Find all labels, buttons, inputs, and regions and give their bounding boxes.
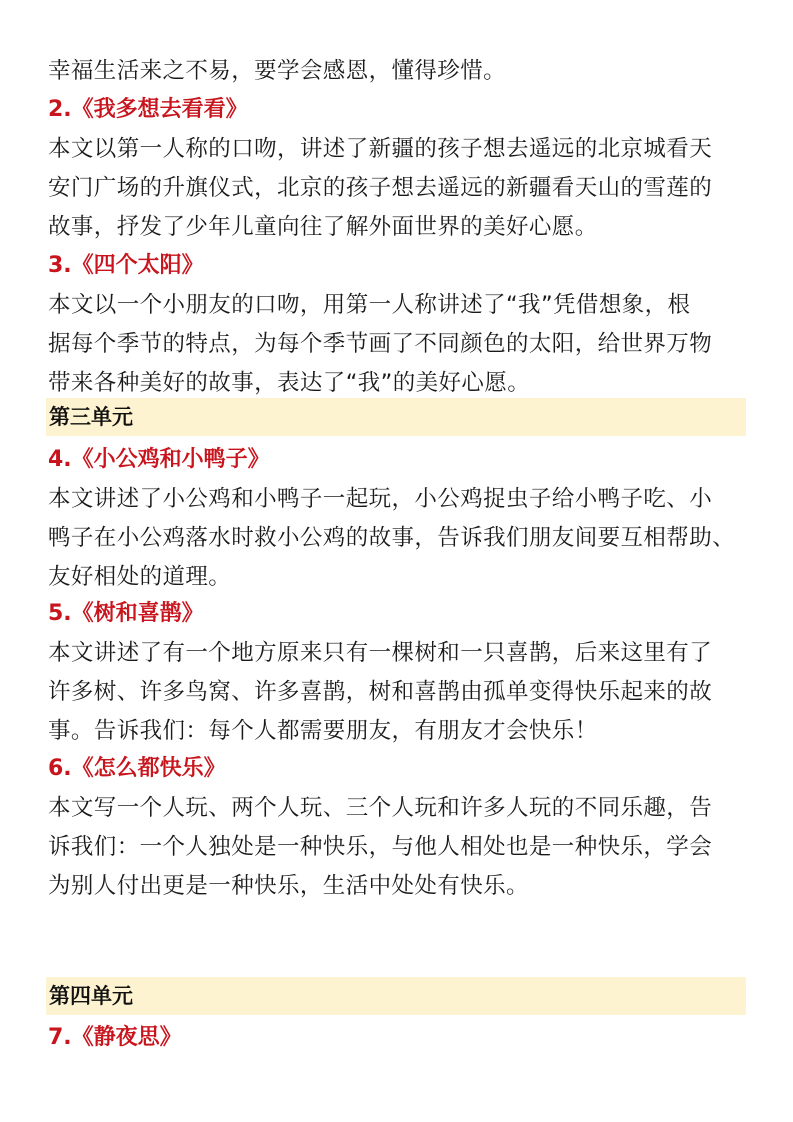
lesson-6-line-3: 为别人付出更是一种快乐，生活中处处有快乐。 bbox=[48, 873, 529, 899]
lesson-3-line-1: 本文以一个小朋友的口吻，用第一人称讲述了“我”凭借想象，根 bbox=[48, 292, 691, 318]
lesson-5-line-1: 本文讲述了有一个地方原来只有一棵树和一只喜鹊，后来这里有了 bbox=[48, 640, 713, 666]
lesson-2-line-1: 本文以第一人称的口吻，讲述了新疆的孩子想去遥远的北京城看天 bbox=[48, 136, 713, 162]
lesson-5-title: 5.《树和喜鹊》 bbox=[48, 601, 204, 626]
intro-line: 幸福生活来之不易，要学会感恩，懂得珍惜。 bbox=[48, 58, 507, 84]
lesson-2-title: 2.《我多想去看看》 bbox=[48, 97, 248, 122]
lesson-3-title: 3.《四个太阳》 bbox=[48, 253, 204, 278]
lesson-4-line-1: 本文讲述了小公鸡和小鸭子一起玩，小公鸡捉虫子给小鸭子吃、小 bbox=[48, 486, 713, 512]
lesson-6-line-1: 本文写一个人玩、两个人玩、三个人玩和许多人玩的不同乐趣，告 bbox=[48, 795, 713, 821]
lesson-6-title: 6.《怎么都快乐》 bbox=[48, 756, 226, 781]
unit-4-heading: 第四单元 bbox=[49, 984, 133, 1008]
lesson-6-line-2: 诉我们：一个人独处是一种快乐，与他人相处也是一种快乐，学会 bbox=[48, 834, 713, 860]
lesson-2-line-2: 安门广场的升旗仪式，北京的孩子想去遥远的新疆看天山的雪莲的 bbox=[48, 175, 713, 201]
lesson-3-line-2: 据每个季节的特点，为每个季节画了不同颜色的太阳，给世界万物 bbox=[48, 331, 713, 357]
lesson-4-line-3: 友好相处的道理。 bbox=[48, 564, 232, 590]
lesson-5-line-3: 事。告诉我们：每个人都需要朋友，有朋友才会快乐！ bbox=[48, 718, 598, 744]
lesson-3-line-3: 带来各种美好的故事，表达了“我”的美好心愿。 bbox=[48, 370, 531, 396]
lesson-4-line-2: 鸭子在小公鸡落水时救小公鸡的故事，告诉我们朋友间要互相帮助、 bbox=[48, 525, 736, 551]
unit-3-heading-band bbox=[46, 398, 746, 436]
lesson-5-line-2: 许多树、许多鸟窝、许多喜鹊，树和喜鹊由孤单变得快乐起来的故 bbox=[48, 679, 713, 705]
lesson-2-line-3: 故事，抒发了少年儿童向往了解外面世界的美好心愿。 bbox=[48, 214, 598, 240]
lesson-4-title: 4.《小公鸡和小鸭子》 bbox=[48, 447, 270, 472]
lesson-7-title: 7.《静夜思》 bbox=[48, 1025, 182, 1050]
unit-3-heading: 第三单元 bbox=[49, 405, 133, 429]
unit-4-heading-band bbox=[46, 977, 746, 1015]
